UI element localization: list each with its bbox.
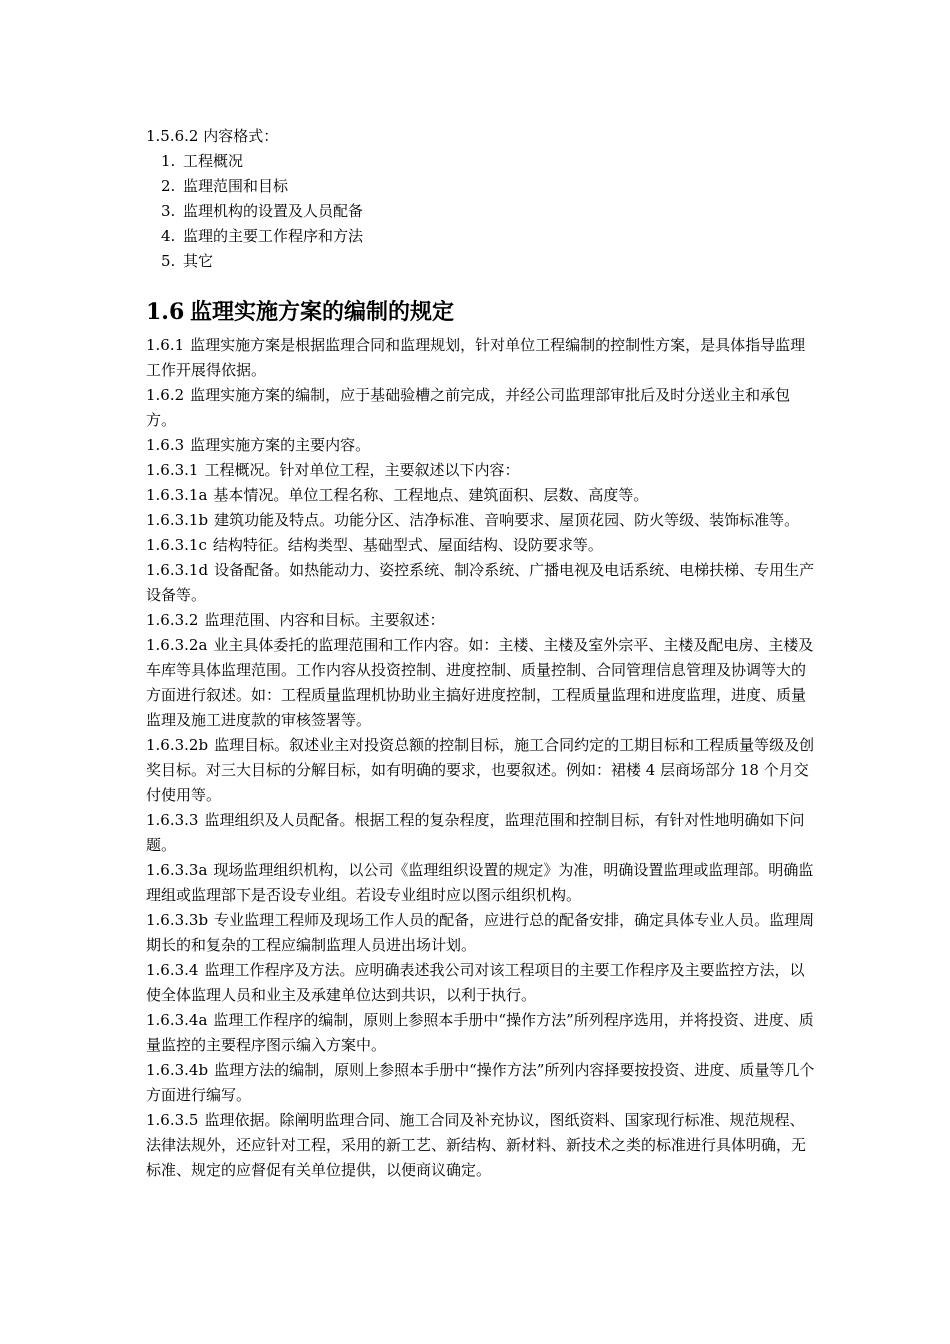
paragraph-text: 监理工作程序的编制，原则上参照本手册中“操作方法”所列程序选用，并将投资、进度、质量监控的主要程序图示编入方案中。: [146, 1011, 814, 1054]
paragraph: [146, 733, 816, 808]
paragraph: [146, 908, 816, 958]
paragraph-text: 设备配备。如热能动力、姿控系统、制冷系统、广播电视及电话系统、电梯扶梯、专用生产设备等。: [146, 561, 815, 604]
paragraph-text: 监理工作程序及方法。应明确表述我公司对该工程项目的主要工作程序及主要监控方法，以使全体监理人员和业主及承建单位达到共识，以利于执行。: [146, 961, 805, 1004]
paragraph-text: 监理实施方案的编制，应于基础验槽之前完成，并经公司监理部审批后及时分送业主和承包方。: [146, 386, 791, 429]
list-item: [146, 149, 816, 174]
section-label: 1.5.6.2 内容格式：: [146, 127, 279, 145]
paragraph: [146, 333, 816, 383]
paragraph-text: 监理方法的编制，原则上参照本手册中“操作方法”所列内容择要按投资、进度、质量等几个方面进行编写。: [146, 1061, 815, 1104]
document-body: [146, 124, 816, 1183]
paragraph-number: 1.6.3.1d: [146, 561, 209, 579]
paragraph-text: 工程概况。针对单位工程，主要叙述以下内容：: [204, 461, 520, 479]
paragraph: [146, 383, 816, 433]
paragraph-number: 1.6.3.4b: [146, 1061, 209, 1079]
paragraph-number: 1.6.3.3: [146, 811, 199, 829]
paragraph-text: 监理组织及人员配备。根据工程的复杂程度，监理范围和控制目标，有针对性地明确如下问题。: [146, 811, 805, 854]
paragraph: [146, 633, 816, 733]
list-item-number: 4.: [161, 227, 176, 245]
paragraph: [146, 608, 816, 633]
paragraph-number: 1.6.3.5: [146, 1111, 199, 1129]
paragraph-number: 1.6.3.3a: [146, 861, 208, 879]
paragraph: [146, 433, 816, 458]
paragraph-number: 1.6.3.1: [146, 461, 199, 479]
paragraph-number: 1.6.3: [146, 436, 185, 454]
list-item-number: 1.: [161, 152, 176, 170]
paragraph: [146, 1108, 816, 1183]
paragraph-text: 监理目标。叙述业主对投资总额的控制目标，施工合同约定的工期目标和工程质量等级及创奖目标。对三大目标的分解目标，如有明确的要求，也要叙述。例如：裙楼 4 层商场部分 18 个月交付使用等。: [146, 736, 815, 804]
paragraph-text: 监理实施方案是根据监理合同和监理规划，针对单位工程编制的控制性方案，是具体指导监理工作开展得依据。: [146, 336, 806, 379]
heading-number: 1.6: [146, 299, 185, 325]
paragraph-text: 基本情况。单位工程名称、工程地点、建筑面积、层数、高度等。: [213, 486, 649, 504]
paragraph-number: 1.6.3.1a: [146, 486, 208, 504]
paragraph-number: 1.6.3.1c: [146, 536, 207, 554]
paragraph-text: 业主具体委托的监理范围和工作内容。如：主楼、主楼及室外宗平、主楼及配电房、主楼及车库等具体监理范围。工作内容从投资控制、进度控制、质量控制、合同管理信息管理及协调等大的方面进行叙述。如：工程质量监理机协助业主搞好进度控制，工程质量监理和进度监理，进度、质量监理及施工进度款的审核签署等。: [146, 636, 814, 729]
paragraph-number: 1.6.1: [146, 336, 185, 354]
paragraph-number: 1.6.3.2b: [146, 736, 209, 754]
paragraph-number: 1.6.3.2: [146, 611, 199, 629]
list-item-number: 2.: [161, 177, 176, 195]
list-item: [146, 199, 816, 224]
paragraph-text: 监理依据。除阐明监理合同、施工合同及补充协议，图纸资料、国家现行标准、规范规程、法律法规外，还应针对工程，采用的新工艺、新结构、新材料、新技术之类的标准进行具体明确，无标准、规定的应督促有关单位提供，以便商议确定。: [146, 1111, 807, 1179]
list-item-text: 监理的主要工作程序和方法: [183, 227, 364, 245]
paragraph: [146, 808, 816, 858]
list-item-text: 其它: [183, 252, 214, 270]
paragraph: [146, 958, 816, 1008]
paragraph: [146, 483, 816, 508]
list-item-number: 3.: [161, 202, 176, 220]
list-item-text: 监理范围和目标: [183, 177, 289, 195]
list-item-text: 监理机构的设置及人员配备: [183, 202, 364, 220]
paragraph-number: 1.6.3.4: [146, 961, 199, 979]
list-item: [146, 249, 816, 274]
paragraph-text: 监理实施方案的主要内容。: [190, 436, 371, 454]
paragraph: [146, 858, 816, 908]
paragraph-text: 现场监理组织机构，以公司《监理组织设置的规定》为准，明确设置监理或监理部。明确监理组或监理部下是否设专业组。若设专业组时应以图示组织机构。: [146, 861, 814, 904]
paragraph-text: 监理范围、内容和目标。主要叙述：: [204, 611, 445, 629]
list-item-number: 5.: [161, 252, 176, 270]
paragraph: [146, 1058, 816, 1108]
content-format-list: [146, 149, 816, 274]
paragraph-number: 1.6.3.1b: [146, 511, 209, 529]
paragraph-number: 1.6.3.3b: [146, 911, 209, 929]
paragraph-text: 结构特征。结构类型、基础型式、屋面结构、设防要求等。: [212, 536, 603, 554]
list-item: [146, 174, 816, 199]
section-heading: [146, 297, 816, 327]
heading-title: 监理实施方案的编制的规定: [190, 299, 455, 325]
paragraph: [146, 558, 816, 608]
list-item: [146, 224, 816, 249]
paragraph-number: 1.6.2: [146, 386, 185, 404]
list-item-text: 工程概况: [183, 152, 244, 170]
paragraph-text: 专业监理工程师及现场工作人员的配备，应进行总的配备安排，确定具体专业人员。监理周期长的和复杂的工程应编制监理人员进出场计划。: [146, 911, 815, 954]
paragraph-text: 建筑功能及特点。功能分区、洁净标准、音响要求、屋顶花园、防火等级、装饰标准等。: [214, 511, 800, 529]
paragraph: [146, 458, 816, 483]
paragraph-number: 1.6.3.2a: [146, 636, 208, 654]
paragraph-number: 1.6.3.4a: [146, 1011, 208, 1029]
paragraph: [146, 1008, 816, 1058]
paragraph: [146, 533, 816, 558]
paragraph: [146, 508, 816, 533]
